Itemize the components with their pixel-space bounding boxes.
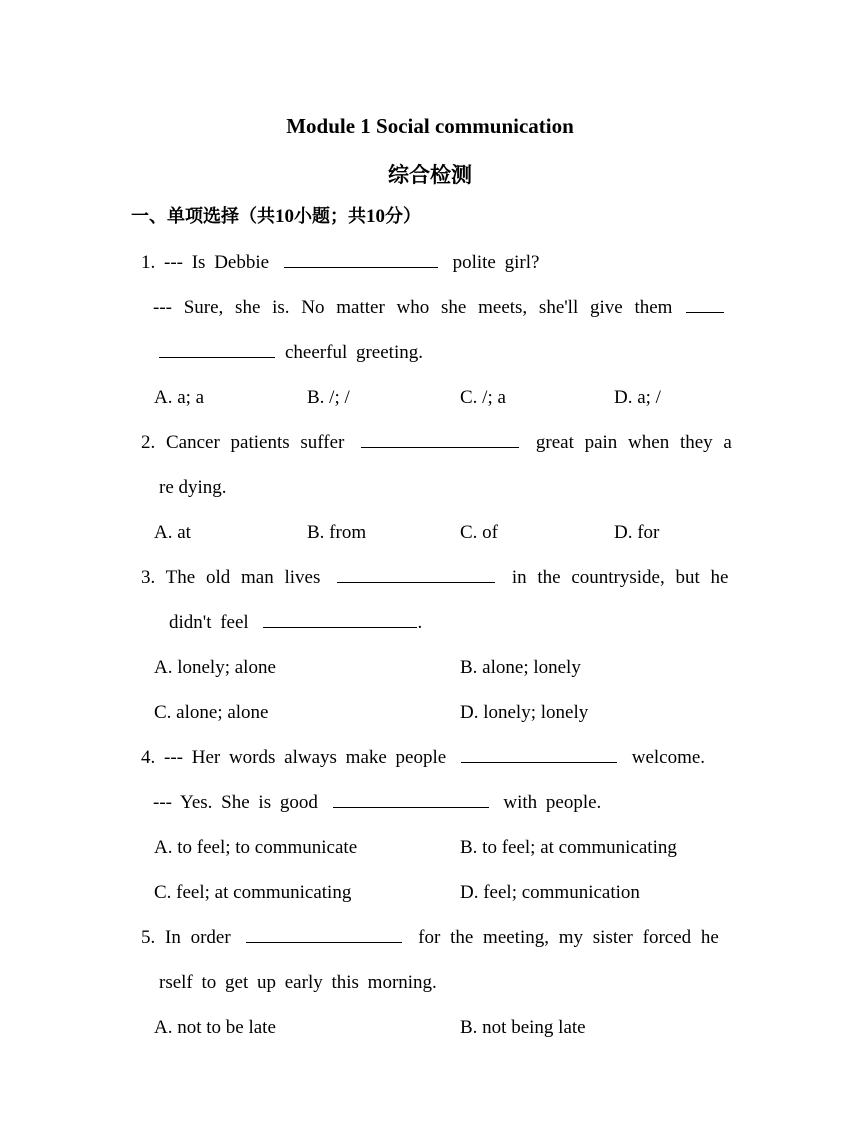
question-text: didn't feel bbox=[169, 612, 249, 633]
question-text: welcome. bbox=[631, 747, 706, 768]
document-subtitle: 综合检测 bbox=[388, 163, 472, 187]
section-heading-suffix: 分） bbox=[385, 206, 421, 227]
answer-blank bbox=[246, 926, 402, 943]
question-1-option-d: D. a; / bbox=[614, 387, 661, 408]
question-number: 4. bbox=[141, 747, 156, 768]
question-3-option-b: B. alone; lonely bbox=[460, 657, 581, 678]
section-heading bbox=[131, 205, 421, 229]
answer-blank bbox=[686, 296, 724, 313]
question-1-option-a: A. a; a bbox=[154, 387, 205, 408]
question-1-option-b: B. /; / bbox=[307, 387, 350, 408]
question-5-option-a: A. not to be late bbox=[154, 1017, 276, 1038]
question-2-line-2: re dying. bbox=[159, 477, 227, 498]
question-number: 3. bbox=[141, 567, 156, 588]
section-heading-points: 10 bbox=[366, 206, 385, 227]
answer-blank bbox=[159, 341, 275, 358]
answer-blank bbox=[263, 611, 417, 628]
question-5-line-1 bbox=[141, 926, 719, 950]
question-1-line-3 bbox=[159, 341, 423, 365]
question-3-line-2 bbox=[169, 611, 422, 635]
question-3-option-a: A. lonely; alone bbox=[154, 657, 276, 678]
question-text: --- Her words always make people bbox=[164, 747, 447, 768]
section-heading-prefix: 一、单项选择（共 bbox=[131, 206, 275, 227]
question-4-option-c: C. feel; at communicating bbox=[154, 882, 352, 903]
answer-blank bbox=[361, 431, 519, 448]
question-text: cheerful greeting. bbox=[285, 342, 423, 363]
question-3-line-1 bbox=[141, 566, 728, 590]
question-text: Cancer patients suffer bbox=[166, 432, 345, 453]
section-heading-mid: 小题；共 bbox=[294, 206, 366, 227]
question-text: --- Sure, she is. No matter who she meets, she'll give them bbox=[153, 297, 673, 318]
question-4-option-d: D. feel; communication bbox=[460, 882, 640, 903]
question-2-option-d: D. for bbox=[614, 522, 660, 543]
answer-blank bbox=[333, 791, 489, 808]
question-5-line-2: rself to get up early this morning. bbox=[159, 972, 437, 993]
question-1-line-1 bbox=[141, 251, 539, 275]
question-text: In order bbox=[165, 927, 231, 948]
question-4-line-1 bbox=[141, 746, 705, 770]
question-text: in the countryside, but he bbox=[511, 567, 729, 588]
question-1-line-2 bbox=[153, 296, 724, 320]
section-heading-count: 10 bbox=[275, 206, 294, 227]
question-3-option-c: C. alone; alone bbox=[154, 702, 269, 723]
answer-blank bbox=[461, 746, 617, 763]
question-number: 2. bbox=[141, 432, 156, 453]
question-text: great pain when they a bbox=[535, 432, 732, 453]
document-title: Module 1 Social communication bbox=[286, 114, 574, 138]
question-1-option-c: C. /; a bbox=[460, 387, 506, 408]
answer-blank bbox=[337, 566, 495, 583]
question-3-option-d: D. lonely; lonely bbox=[460, 702, 589, 723]
question-2-option-b: B. from bbox=[307, 522, 367, 543]
question-number: 5. bbox=[141, 927, 156, 948]
question-4-line-2 bbox=[153, 791, 601, 815]
question-4-option-a: A. to feel; to communicate bbox=[154, 837, 358, 858]
question-text: The old man lives bbox=[165, 567, 321, 588]
question-2-option-c: C. of bbox=[460, 522, 498, 543]
question-text: --- Is Debbie bbox=[164, 252, 270, 273]
question-5-option-b: B. not being late bbox=[460, 1017, 586, 1038]
question-text: . bbox=[417, 612, 423, 633]
question-number: 1. bbox=[141, 252, 156, 273]
question-text: with people. bbox=[503, 792, 602, 813]
answer-blank bbox=[284, 251, 438, 268]
question-4-option-b: B. to feel; at communicating bbox=[460, 837, 677, 858]
question-2-line-1 bbox=[141, 431, 732, 455]
question-text: polite girl? bbox=[452, 252, 540, 273]
question-text: for the meeting, my sister forced he bbox=[418, 927, 719, 948]
question-2-option-a: A. at bbox=[154, 522, 191, 543]
question-text: --- Yes. She is good bbox=[153, 792, 318, 813]
